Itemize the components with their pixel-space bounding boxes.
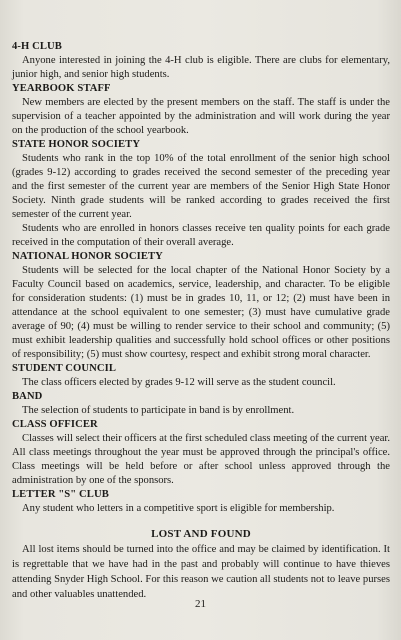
section-heading: CLASS OFFICER bbox=[12, 419, 98, 430]
section-letter-s-club bbox=[12, 488, 390, 516]
section-class-officer bbox=[12, 418, 390, 488]
section-national-honor-society bbox=[12, 250, 390, 362]
section-heading: NATIONAL HONOR SOCIETY bbox=[12, 251, 163, 262]
section-paragraph: Students who rank in the top 10% of the total enrollment of the senior high school (grades 9-12) according to grades received the second semester of the preceding year and the first semester of the current year are members of the Senior High State Honor Society. Ninth grade students will be ranked according to grades received the first semester of the current year. bbox=[12, 153, 390, 220]
section-heading: YEARBOOK STAFF bbox=[12, 83, 111, 94]
section-paragraph: New members are elected by the present members on the staff. The staff is under the supervision of a teacher appointed by the administration and will work during the year on the production of the school yearbook. bbox=[12, 97, 390, 136]
section-heading: STUDENT COUNCIL bbox=[12, 363, 117, 374]
section-student-council bbox=[12, 362, 390, 390]
section-yearbook-staff bbox=[12, 82, 390, 138]
section-heading: 4-H CLUB bbox=[12, 41, 62, 52]
section-paragraph: The class officers elected by grades 9-12 will serve as the student council. bbox=[22, 377, 336, 388]
section-heading: BAND bbox=[12, 391, 43, 402]
section-heading: STATE HONOR SOCIETY bbox=[12, 139, 141, 150]
section-band bbox=[12, 390, 390, 418]
page-content bbox=[12, 40, 390, 602]
section-paragraph: The selection of students to participate in band is by enrollment. bbox=[22, 405, 295, 416]
section-heading: LETTER "S" CLUB bbox=[12, 489, 109, 500]
section-state-honor-society bbox=[12, 138, 390, 250]
section-4h-club bbox=[12, 40, 390, 82]
lost-and-found-title: LOST AND FOUND bbox=[151, 528, 251, 540]
section-paragraph: Students will be selected for the local chapter of the National Honor Society by a Faculty Council based on academics, service, leadership, and character. To be eligible for consideration students: (1) must be in grades 10, 11, or 12; (2) must have been in attendance at the school equivalent to one semester; (3) must have cumulative grade average of 90; (4) must be willing to render service to their school and community; (5) must exhibit leadership qualities and successfully hold school offices or other positions of responsibility; (5) must show courtesy, respect and exhibit strong moral character. bbox=[12, 265, 390, 360]
section-paragraph: Anyone interested in joining the 4-H club is eligible. There are clubs for elementary, junior high, and senior high students. bbox=[12, 55, 390, 80]
lost-and-found-text: All lost items should be turned into the office and may be claimed by identification. It is regrettable that we have had in the past and probably will continue to have thieves attending Snyder High School. For this reason we caution all students not to leave purses and other valuables unattended. bbox=[12, 544, 390, 600]
page-number: 21 bbox=[195, 598, 206, 610]
section-paragraph: Students who are enrolled in honors classes receive ten quality points for each grade received in the computation of their overall average. bbox=[12, 223, 390, 248]
section-paragraph: Classes will select their officers at the first scheduled class meeting of the current year. All class meetings throughout the year must be approved through the principal's office. Class meetings will be held before or after school unless approved through the administration by one of the sponsors. bbox=[12, 433, 390, 486]
section-paragraph: Any student who letters in a competitive sport is eligible for membership. bbox=[22, 503, 335, 514]
